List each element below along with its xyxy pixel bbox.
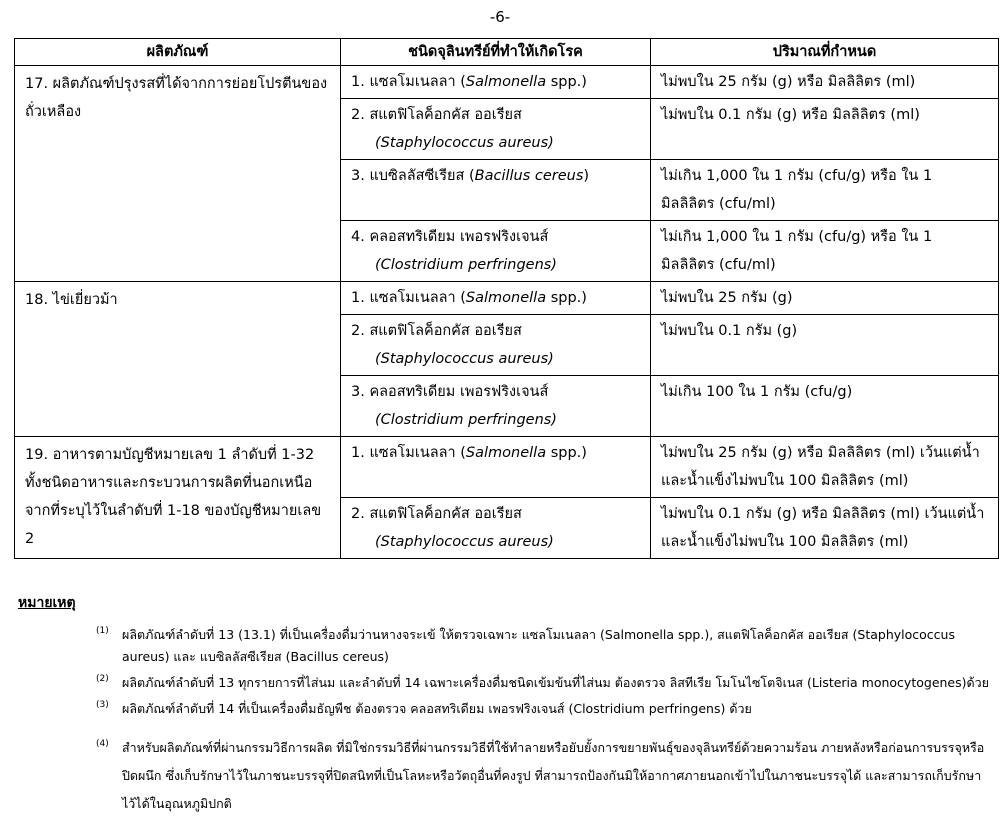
note-item	[18, 624, 993, 668]
limit-cell: ไม่พบใน 0.1 กรัม (g)	[651, 315, 999, 376]
organism-th: 2. สแตฟิโลค็อกคัส ออเรียส	[351, 107, 522, 123]
organism-en: Salmonella	[465, 74, 547, 90]
note-text: สำหรับผลิตภัณฑ์ที่ผ่านกรรมวิธีการผลิต ที่มิใช่กรรมวิธีที่ผ่านกรรมวิธีที่ใช้ทำลายหรือยับยั้งการขยายพันธุ์ของจุลินทรีย์ด้วยความร้อน ภายหลังหรือก่อนการบรรจุหรือปิดผนึก ซึ่งเก็บรักษาไว้ในภาชนะบรรจุที่ปิดสนิทที่เป็นโลหะหรือวัตถุอื่นที่คงรูป ที่สามารถป้องกันมิให้อากาศภายนอกเข้าไปในภาชนะบรรจุได้ และสามารถเก็บรักษาไว้ได้ในอุณหภูมิปกติ	[122, 740, 985, 811]
organism-th: 1. แซลโมเนลลา (	[351, 74, 466, 90]
limit-cell: ไม่พบใน 25 กรัม (g)	[651, 282, 999, 315]
organism-cell	[341, 376, 651, 437]
limit-cell: ไม่พบใน 25 กรัม (g) หรือ มิลลิลิตร (ml) เว้นแต่น้ำและน้ำแข็งไม่พบใน 100 มิลลิลิตร (ml)	[651, 437, 999, 498]
notes-section	[18, 592, 993, 822]
note-marker: (4)	[96, 739, 109, 749]
organism-tail: spp.)	[546, 290, 587, 306]
page-number: -6-	[489, 8, 511, 26]
organism-en: (Staphylococcus aureus)	[375, 351, 554, 367]
product-cell: 19. อาหารตามบัญชีหมายเลข 1 ลำดับที่ 1-32 ทั้งชนิดอาหารและกระบวนการผลิตที่นอกเหนือจากที่ระบุไว้ในลำดับที่ 1-18 ของบัญชีหมายเลข 2	[15, 437, 341, 559]
organism-cell	[341, 160, 651, 221]
organism-en: (Clostridium perfringens)	[375, 412, 557, 428]
organism-cell	[341, 498, 651, 559]
microbe-limits-table	[14, 38, 999, 559]
organism-en: Salmonella	[465, 290, 547, 306]
note-marker: (1)	[96, 626, 109, 636]
limit-cell: ไม่พบใน 0.1 กรัม (g) หรือ มิลลิลิตร (ml) เว้นแต่น้ำและน้ำแข็งไม่พบใน 100 มิลลิลิตร (ml)	[651, 498, 999, 559]
organism-en: (Staphylococcus aureus)	[375, 135, 554, 151]
note-text: ผลิตภัณฑ์ลำดับที่ 14 ที่เป็นเครื่องดื่มธัญพืช ต้องตรวจ คลอสทริเดียม เพอรฟริงเจนส์ (Clostridium perfringens) ด้วย	[122, 701, 752, 716]
organism-en: (Staphylococcus aureus)	[375, 534, 554, 550]
limit-cell: ไม่พบใน 0.1 กรัม (g) หรือ มิลลิลิตร (ml)	[651, 99, 999, 160]
organism-th: 1. แซลโมเนลลา (	[351, 290, 466, 306]
organism-cell	[341, 66, 651, 99]
organism-cell	[341, 315, 651, 376]
table-row	[15, 282, 999, 315]
organism-cell	[341, 282, 651, 315]
organism-th: 2. สแตฟิโลค็อกคัส ออเรียส	[351, 323, 522, 339]
organism-en: Salmonella	[465, 445, 547, 461]
header-limit: ปริมาณที่กำหนด	[651, 39, 999, 66]
organism-tail: spp.)	[546, 74, 587, 90]
limit-cell: ไม่พบใน 25 กรัม (g) หรือ มิลลิลิตร (ml)	[651, 66, 999, 99]
note-text: ผลิตภัณฑ์ลำดับที่ 13 ทุกรายการที่ไส่นม และลำดับที่ 14 เฉพาะเครื่องดื่มชนิดเข้มข้นที่ไส่นม ต้องตรวจ ลิสทีเรีย โมโนไซโตจิเนส (Listeria monocytogenes)ด้วย	[122, 675, 989, 690]
product-cell: 17. ผลิตภัณฑ์ปรุงรสที่ได้จากการย่อยโปรตีนของถั่วเหลือง	[15, 66, 341, 282]
header-organism: ชนิดจุลินทรีย์ที่ทำให้เกิดโรค	[341, 39, 651, 66]
notes-title: หมายเหตุ	[18, 595, 76, 611]
limit-cell: ไม่เกิน 100 ใน 1 กรัม (cfu/g)	[651, 376, 999, 437]
organism-th: 3. แบซิลลัสซีเรียส (	[351, 168, 475, 184]
note-item	[18, 672, 993, 694]
organism-th: 2. สแตฟิโลค็อกคัส ออเรียส	[351, 506, 522, 522]
header-product: ผลิตภัณฑ์	[15, 39, 341, 66]
organism-th: 1. แซลโมเนลลา (	[351, 445, 466, 461]
note-marker: (2)	[96, 674, 109, 684]
organism-en: Bacillus cereus	[474, 168, 584, 184]
table-row	[15, 66, 999, 99]
organism-th: 3. คลอสทริเดียม เพอรฟริงเจนส์	[351, 384, 549, 400]
organism-tail: spp.)	[546, 445, 587, 461]
table-header-row	[15, 39, 999, 66]
limit-cell: ไม่เกิน 1,000 ใน 1 กรัม (cfu/g) หรือ ใน 1 มิลลิลิตร (cfu/ml)	[651, 221, 999, 282]
product-cell: 18. ไข่เยี่ยวม้า	[15, 282, 341, 437]
organism-th: 4. คลอสทริเดียม เพอรฟริงเจนส์	[351, 229, 549, 245]
organism-cell	[341, 99, 651, 160]
organism-cell	[341, 437, 651, 498]
organism-tail: )	[583, 168, 590, 184]
note-item	[18, 698, 993, 720]
limit-cell: ไม่เกิน 1,000 ใน 1 กรัม (cfu/g) หรือ ใน 1 มิลลิลิตร (cfu/ml)	[651, 160, 999, 221]
note-marker: (3)	[96, 700, 109, 710]
table-row	[15, 437, 999, 498]
organism-en: (Clostridium perfringens)	[375, 257, 557, 273]
organism-cell	[341, 221, 651, 282]
note-text: ผลิตภัณฑ์ลำดับที่ 13 (13.1) ที่เป็นเครื่องดื่มว่านหางจระเข้ ให้ตรวจเฉพาะ แซลโมเนลลา (Salmonella spp.), สแตฟิโลค็อกคัส ออเรียส (Staphylococcus aureus) และ แบซิลลัสซีเรียส (Bacillus cereus)	[122, 627, 955, 664]
note-item	[18, 734, 993, 818]
